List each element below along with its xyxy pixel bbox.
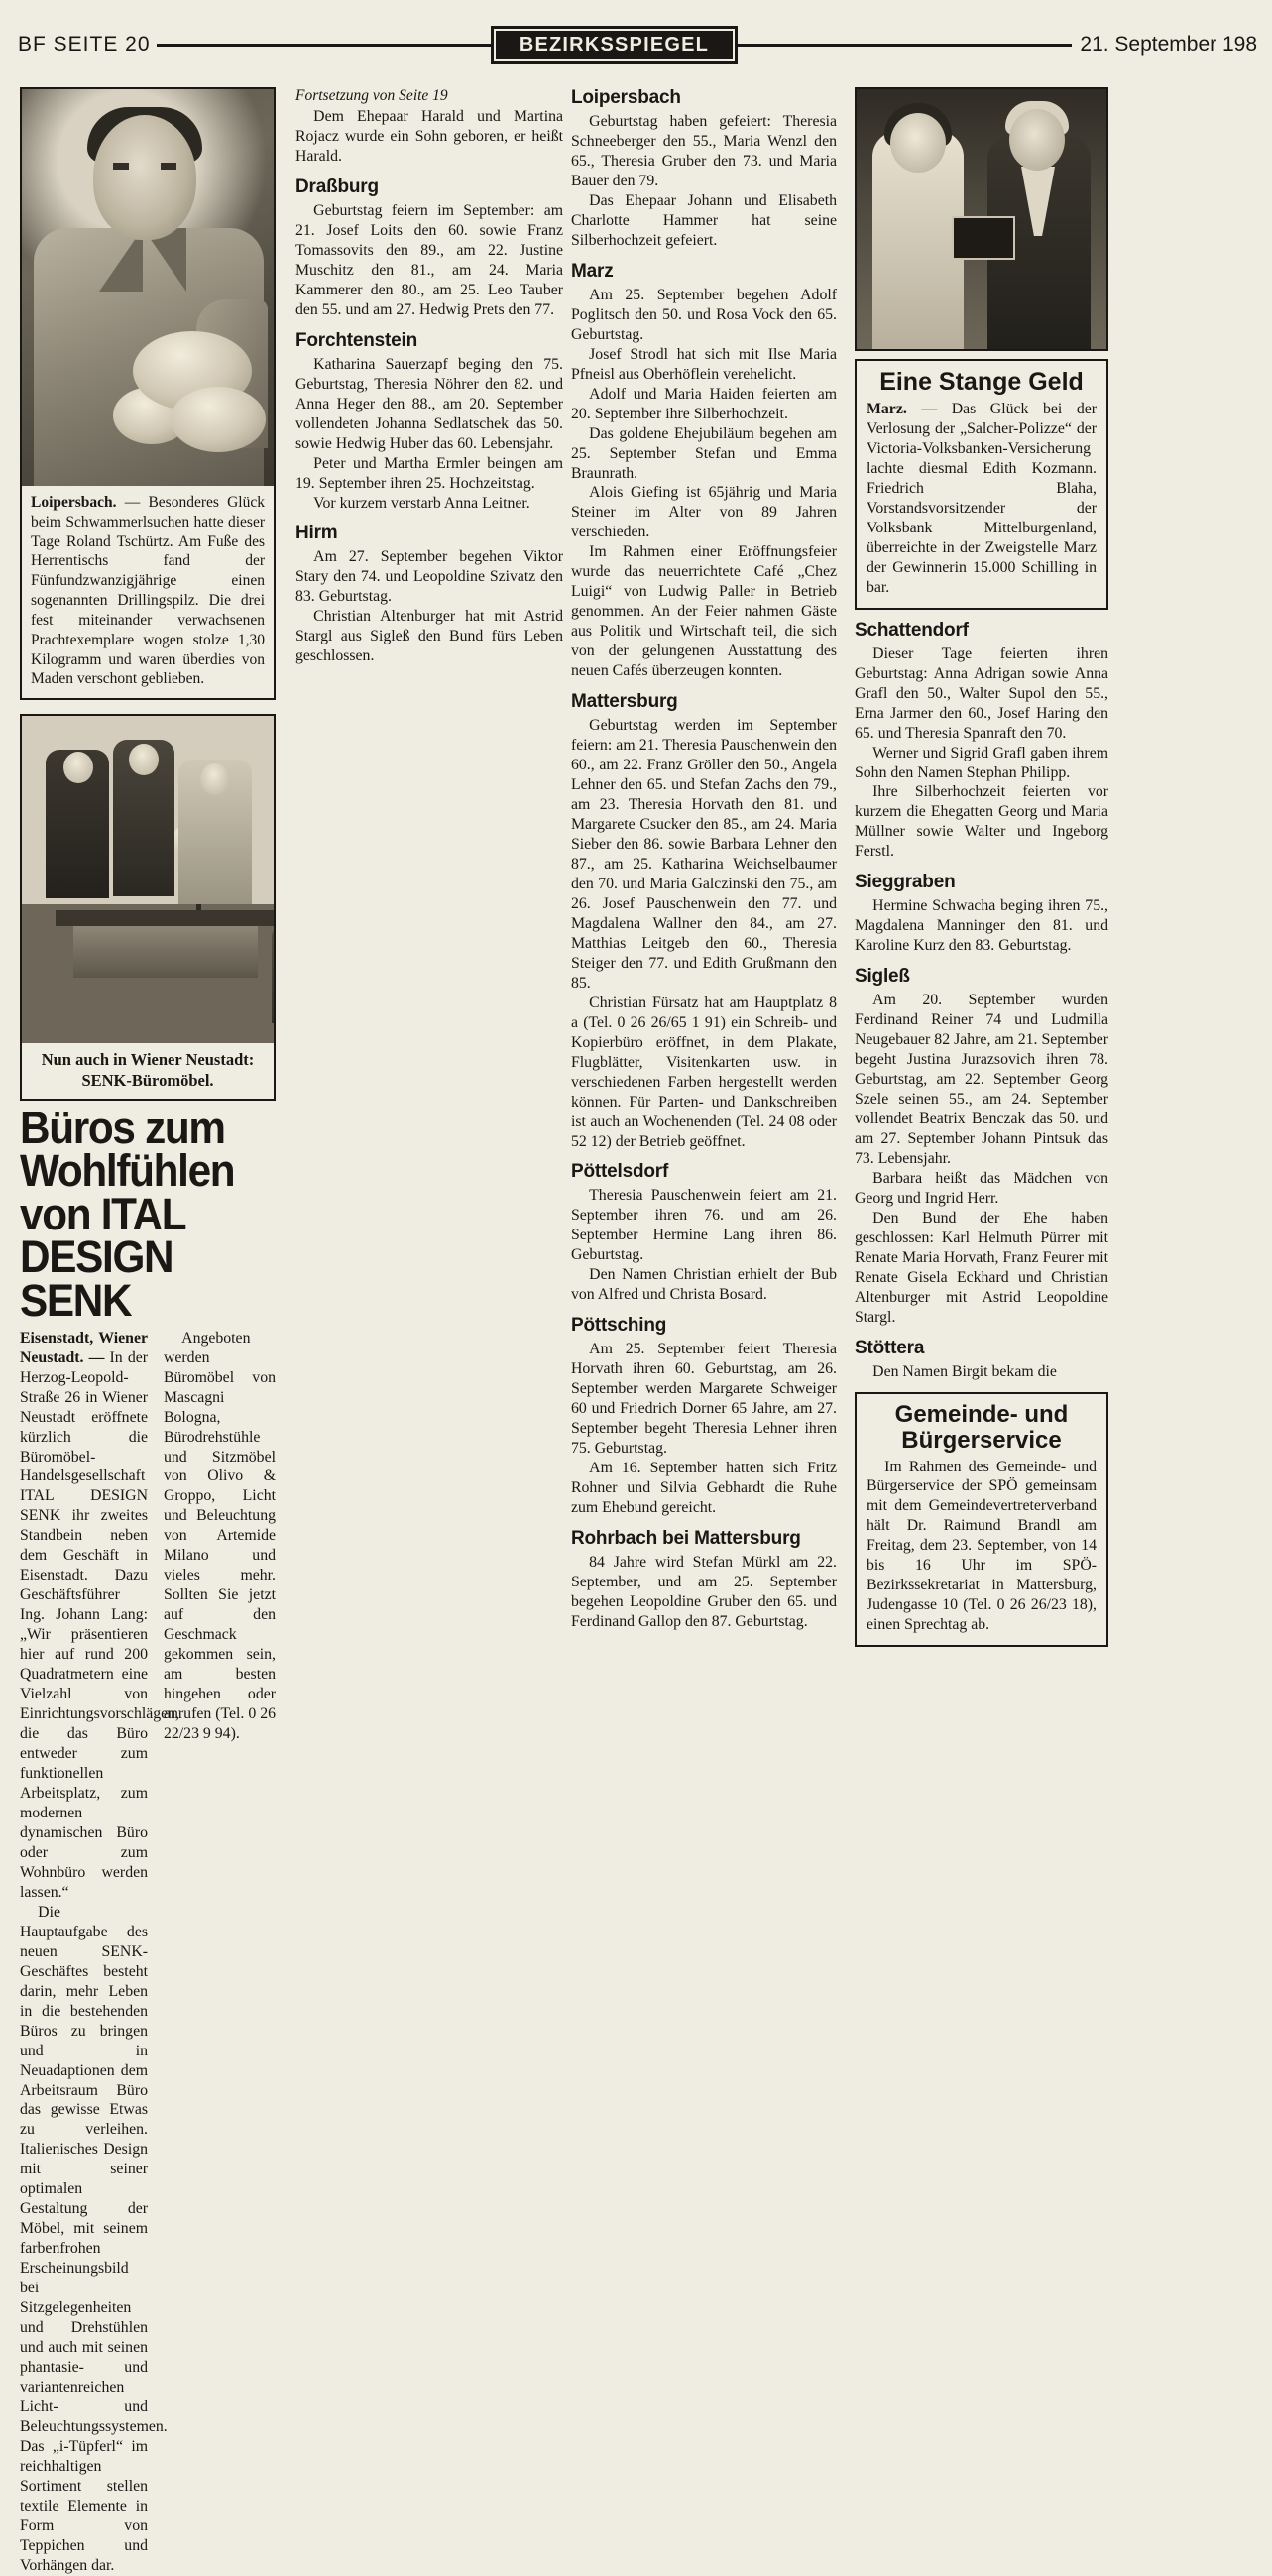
schattendorf-paragraph-3: Ihre Silberhochzeit feierten vor kurzem die Ehegatten Georg und Maria Müllner sowie Walter und Ingeborg Ferstl.	[855, 783, 1108, 861]
continuation-note: Fortsetzung von Seite 19	[295, 87, 448, 104]
col2-intro	[295, 107, 563, 167]
marz-paragraph-5: Alois Giefing ist 65jährig und Maria Steiner im Alter von 89 Jahren verschieden.	[571, 484, 837, 541]
column-3	[571, 87, 837, 1632]
masthead-rule-right	[738, 44, 1072, 47]
ad-paragraph-1	[20, 1329, 180, 1903]
feature-title-line2: Bürgerservice	[901, 1426, 1062, 1454]
poettsching-paragraph-1: Am 25. September feiert Theresia Horvath ihren 60. Geburtstag, am 26. September werden Margarete Schweiger 60 und Friedrich Dorner 65 Jahre, am 27. September begeht Theresia Lehner ihren 75. Geburtstag.	[571, 1341, 837, 1458]
photo-block-office	[20, 714, 276, 1100]
section-title-stoettera: Stöttera	[855, 1337, 925, 1358]
marz-paragraph-2: Josef Strodl hat sich mit Ilse Maria Pfneisl aus Oberhöflein verehelicht.	[571, 345, 837, 383]
caption-body-mushroom: — Besonderes Glück beim Schwammerlsuchen hatte dieser Tage Roland Tschürtz. Am Fuße des Herrentischs fand der Fünfundzwanzigjährige einen sogenannten Drillingspilz. Die drei fest miteinander verwachsenen Prachtexemplare wogen stolze 1,30 Kilogramm und waren überdies von Maden verschont geblieben.	[31, 494, 265, 688]
column-2	[295, 87, 563, 666]
poettsching-paragraph-2: Am 16. September hatten sich Fritz Rohner und Silvia Gebhardt die Ruhe zum Ehebund gereicht.	[571, 1460, 837, 1517]
caption-lead-loipersbach: Loipersbach.	[31, 494, 117, 511]
mattersburg-paragraph-2: Christian Fürsatz hat am Hauptplatz 8 a (Tel. 0 26 26/65 1 91) ein Schreib- und Kopierbüro eröffnet, in dem Plakate, Flugblätter, Visitenkarten usw. in verschiedenen Farben hergestellt werden können. Für Parten- und Dankschreiben ist auch an Wochenenden (Tel. 24 08 oder 52 12) der Betrieb geöffnet.	[571, 994, 837, 1150]
section-title-rohrbach: Rohrbach bei Mattersburg	[571, 1528, 801, 1549]
section-title-mattersburg: Mattersburg	[571, 691, 678, 713]
drassburg-paragraph-1: Geburtstag feiern im September: am 21. Josef Loits den 60. sowie Franz Tomassovits den 89., am 22. Justine Muschitz den 81., am 24. Maria Kammerer den 80., am 25. Leo Tauber den 55. und am 27. Hedwig Prets den 77.	[295, 201, 563, 318]
forchtenstein-paragraph-1: Katharina Sauerzapf beging den 75. Geburtstag, Theresia Nöhrer den 82. und Anna Heger den 88., am 20. September vollendeten Johanna Sedlatschek das 50. sowie Hedwig Huber das 60. Lebensjahr.	[295, 355, 563, 452]
section-rohrbach	[571, 1528, 837, 1632]
photo-caption-mushroom	[22, 486, 274, 698]
section-forchtenstein	[295, 330, 563, 514]
forchtenstein-paragraph-2: Peter und Martha Ermler beingen am 19. September ihren 25. Hochzeitstag.	[295, 454, 563, 492]
feature-title-buergerservice	[867, 1402, 1097, 1454]
sieggraben-paragraph-1: Hermine Schwacha beging ihren 75., Magdalena Manninger den 81. und Karoline Kurz den 83. Geburtstag.	[855, 897, 1108, 955]
masthead-title: BEZIRKSSPIEGEL	[491, 26, 738, 64]
section-poettsching	[571, 1315, 837, 1518]
feature-paragraph-stange-geld	[867, 400, 1097, 598]
section-sieggraben	[855, 872, 1108, 956]
feature-box-stange-geld	[855, 359, 1108, 610]
feature-title-line1: Gemeinde- und	[894, 1400, 1069, 1428]
schattendorf-paragraph-1: Dieser Tage feierten ihren Geburtstag: Anna Adrigan sowie Anna Grafl den 50., Walter Supol den 55., Erna Jarmer den 60., Josef Haring den 65. und Theresia Spanraft den 70.	[855, 644, 1108, 742]
marz-paragraph-4: Das goldene Ehejubiläum begehen am 25. September Stefan und Emma Braunrath.	[571, 424, 837, 482]
column-4	[855, 87, 1108, 1647]
section-title-poettsching: Pöttsching	[571, 1315, 667, 1337]
photo-office-showroom	[22, 716, 274, 1043]
photo-mushroom-finder	[22, 89, 274, 486]
ad-paragraph-1-text: In der Herzog-Leopold-Straße 26 in Wiener Neustadt eröffnete kürzlich die Büromöbel-Handelsgesellschaft ITAL DESIGN SENK ihr zweites Standbein neben dem Geschäft in Eisenstadt. Dazu Geschäftsführer Ing. Johann Lang: „Wir präsentieren hier auf rund 200 Quadratmetern eine Vielzahl von Einrichtungsvorschlägen, die das Büro entweder zum funktionellen Arbeitsplatz, zum modernen dynamischen Büro oder zum Wohnbüro werden lassen.“	[20, 1348, 180, 1901]
masthead	[18, 28, 1257, 61]
feature-title-stange-geld: Eine Stange Geld	[879, 368, 1084, 396]
ad-dateline: Eisenstadt, Wiener Neustadt. —	[20, 1329, 148, 1366]
section-title-poettelsdorf: Pöttelsdorf	[571, 1161, 669, 1183]
col2-intro-paragraph: Dem Ehepaar Harald und Martina Rojacz wurde ein Sohn geboren, er heißt Harald.	[295, 108, 563, 165]
forchtenstein-paragraph-3: Vor kurzem verstarb Anna Leitner.	[313, 494, 530, 512]
rohrbach-paragraph-1: 84 Jahre wird Stefan Mürkl am 22. September, und am 25. September begehen Leopoldine Gruber den 65. und Ferdinand Gallop den 87. Geburtstag.	[571, 1554, 837, 1630]
ad-headline-line2: von ITAL DESIGN SENK	[20, 1188, 185, 1327]
section-title-forchtenstein: Forchtenstein	[295, 329, 418, 351]
section-loipersbach	[571, 87, 837, 251]
feature-box-buergerservice	[855, 1392, 1108, 1648]
masthead-page-label: BF SEITE 20	[18, 33, 151, 56]
photo-block-mushroom	[20, 87, 276, 700]
poettelsdorf-paragraph-1: Theresia Pauschenwein feiert am 21. September ihren 76. und am 26. September Hermine Lang ihren 86. Geburtstag.	[571, 1187, 837, 1264]
ad-headline-line1: Büros zum Wohlfühlen	[20, 1102, 235, 1197]
section-title-drassburg: Draßburg	[295, 176, 379, 197]
masthead-rule-left	[157, 44, 491, 47]
section-marz	[571, 261, 837, 681]
sigless-paragraph-2: Barbara heißt das Mädchen von Georg und Ingrid Herr.	[855, 1169, 1108, 1207]
ad-paragraph-2: Die Hauptaufgabe des neuen SENK-Geschäftes besteht darin, mehr Leben in die bestehenden Büros zu bringen und in Neuadaptionen dem Arbeitsraum Büro das gewisse Etwas zu verleihen. Italienisches Design mit seiner optimalen Gestaltung der Möbel, mit seinem farbenfrohen Erscheinungsbild bei Sitzgelegenheiten und Drehstühlen und auch mit seinen phantasie- und variantenreichen Licht- und Beleuchtungssystemen. Das „i-Tüpferl“ im reichhaltigen Sortiment stellen textile Elemente in Form von Teppichen und Vorhängen dar.	[20, 1903, 168, 2574]
ad-column-left	[20, 1329, 180, 2576]
section-title-hirm: Hirm	[295, 523, 338, 544]
ad-body	[20, 1329, 276, 2576]
section-poettelsdorf	[571, 1161, 837, 1305]
section-mattersburg	[571, 691, 837, 1151]
section-stoettera	[855, 1338, 1108, 1382]
schattendorf-paragraph-2: Werner und Sigrid Grafl gaben ihrem Sohn den Namen Stephan Philipp.	[855, 744, 1108, 781]
section-title-sigless: Sigleß	[855, 966, 910, 988]
photo-caption-office: Nun auch in Wiener Neustadt: SENK-Büromöbel.	[41, 1050, 255, 1091]
ad-headline	[20, 1102, 261, 1327]
ad-column-right	[164, 1329, 276, 2576]
mattersburg-paragraph-1: Geburtstag werden im September feiern: am 21. Theresia Pauschenwein den 60., am 22. Franz Gröller den 50., Angela Lehner den 65. und Stefan Zachs den 79., am 23. Theresia Horvath den 81. und Margarete Csucker den 85., am 24. Maria Sieber den 86. sowie Barbara Lehner den 87., am 25. Katharina Weichselbaumer den 70. und Maria Galczinski den 75., am 26. Josef Pauschenwein den 77. und Magdalena Wallner den 84., am 27. Matthias Leitgeb den 60., Theresia Steiger den 77. und Edith Grußmann den 85.	[571, 717, 837, 992]
feature-body-stange-geld: — Das Glück bei der Verlosung der „Salcher-Polizze“ der Victoria-Volksbanken-Versicherung lachte diesmal Edith Kozmann. Friedrich Blaha, Vorstandsvorsitzender der Volksbank Mittelburgenland, überreichte in der Zweigstelle Marz der Gewinnerin 15.000 Schilling in bar.	[867, 401, 1097, 596]
section-sigless	[855, 966, 1108, 1327]
loipersbach-paragraph-2: Das Ehepaar Johann und Elisabeth Charlotte Hammer hat seine Silberhochzeit gefeiert.	[571, 191, 837, 249]
hirm-paragraph-2: Christian Altenburger hat mit Astrid Stargl aus Sigleß den Bund fürs Leben geschlossen.	[295, 608, 563, 665]
marz-paragraph-3: Adolf und Maria Haiden feierten am 20. September ihre Silberhochzeit.	[571, 385, 837, 422]
sigless-paragraph-3: Den Bund der Ehe haben geschlossen: Karl Helmuth Pürrer mit Renate Maria Horvath, Franz Feurer mit Renate Gisela Eckhard und Christian Altenburger mit Astrid Leopoldine Stargl.	[855, 1209, 1108, 1326]
section-title-schattendorf: Schattendorf	[855, 619, 969, 641]
stoettera-paragraph-1: Den Namen Birgit bekam die	[872, 1362, 1057, 1380]
section-title-sieggraben: Sieggraben	[855, 872, 956, 893]
column-1	[20, 87, 276, 2576]
ad-paragraph-3: Angeboten werden Büromöbel von Mascagni Bologna, Bürodrehstühle und Sitzmöbel von Olivo & Groppo, Licht und Beleuchtung von Artemide Milano und vieles mehr. Sollten Sie jetzt auf den Geschmack gekommen sein, am besten hingehen oder anrufen (Tel. 0 26 22/23 9 94).	[164, 1329, 276, 1743]
marz-paragraph-1: Am 25. September begehen Adolf Poglitsch den 50. und Rosa Vock den 65. Geburtstag.	[571, 286, 837, 343]
section-schattendorf	[855, 620, 1108, 863]
section-title-loipersbach: Loipersbach	[571, 87, 681, 108]
marz-paragraph-6: Im Rahmen einer Eröffnungsfeier wurde das neuerrichtete Café „Chez Luigi“ von Ludwig Paller in Betrieb genommen. An der Feier nahmen Gäste aus Politik und Wirtschaft teil, die sich von der gelungenen Ausstattung des neuen Cafés überzeugen konnten.	[571, 543, 837, 680]
buergerservice-paragraph: Im Rahmen des Gemeinde- und Bürgerservice der SPÖ gemeinsam mit dem Gemeindevertreterverband hält Dr. Raimund Brandl am Freitag, dem 23. September, von 14 bis 16 Uhr im SPÖ-Bezirkssekretariat in Mattersburg, Judengasse 10 (Tel. 0 26 26/23 18), einen Sprechtag ab.	[867, 1458, 1097, 1634]
photo-award-handover	[857, 89, 1106, 349]
section-drassburg	[295, 176, 563, 320]
photo-block-award	[855, 87, 1108, 351]
loipersbach-paragraph-1: Geburtstag haben gefeiert: Theresia Schneeberger den 55., Maria Wenzl den 65., Theresia Gruber den 73. und Maria Bauer den 79.	[571, 113, 837, 189]
section-hirm	[295, 523, 563, 666]
hirm-paragraph-1: Am 27. September begehen Viktor Stary den 74. und Leopoldine Szivatz den 83. Geburtstag.	[295, 548, 563, 606]
sigless-paragraph-1: Am 20. September wurden Ferdinand Reiner 74 und Ludmilla Neugebauer 82 Jahre, am 21. September begeht Justina Jurazsovich ihren 78. Geburtstag, am 22. September Georg Szele seinen 55., am 24. September vollendet Beatrix Benczak das 50. und am 27. September Johann Pintsuk das 73. Lebensjahr.	[855, 992, 1108, 1167]
poettelsdorf-paragraph-2: Den Namen Christian erhielt der Bub von Alfred und Christa Bosard.	[571, 1266, 837, 1304]
feature-dateline-marz: Marz.	[867, 401, 907, 417]
section-title-marz: Marz	[571, 260, 614, 282]
masthead-date: 21. September 198	[1080, 33, 1258, 56]
